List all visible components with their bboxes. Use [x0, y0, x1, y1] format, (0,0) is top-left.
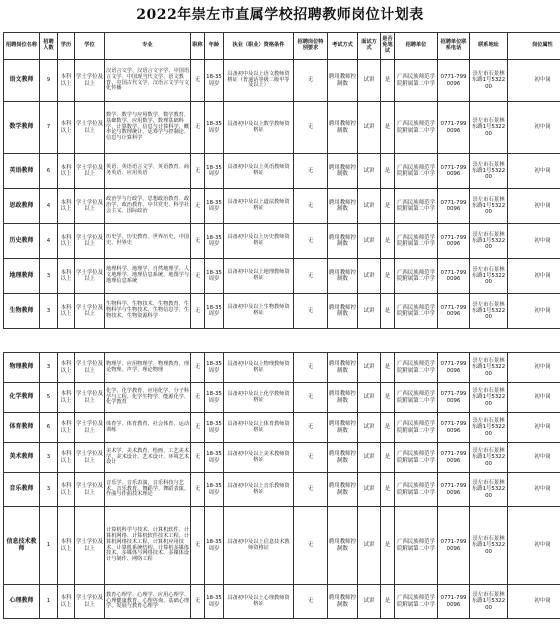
post-name-cell: 数学教师	[4, 102, 40, 154]
title-cell: 无	[191, 259, 205, 294]
education-cell: 本科以上	[58, 154, 75, 189]
post-type-cell: 初中岗	[508, 507, 560, 585]
certificate-cell: 具备初中及以上语文教师资格证（普通话等级二级甲等及以上）	[224, 60, 294, 102]
degree-cell: 学士学位及以上	[75, 189, 105, 224]
headcount-cell: 1	[40, 507, 58, 585]
interview-method-cell: 试讲	[358, 60, 381, 102]
table-body-bottom	[4, 353, 560, 619]
degree-cell: 学士学位及以上	[75, 353, 105, 383]
employer-cell: 广西民族师范学院附属第二中学	[395, 383, 438, 413]
address-cell: 崇左市石景林东路1号532200	[470, 259, 508, 294]
phone-cell: 0771-7990096	[438, 224, 470, 259]
degree-cell: 学士学位及以上	[75, 473, 105, 507]
title-cell: 无	[191, 585, 205, 619]
major-cell: 美术学、美术教育、绘画、工艺美术学、美术设计、艺术设计、环境艺术设计	[105, 443, 191, 473]
exam-method-cell: 聘用教师控制数	[328, 383, 358, 413]
education-cell: 本科以上	[58, 585, 75, 619]
certificate-cell: 具备初中及以上化学教师资格证	[224, 383, 294, 413]
employer-cell: 广西民族师范学院附属第二中学	[395, 259, 438, 294]
major-cell: 计算机科学与技术、计算机软件、计算机网络、计算机软件技术工程、计算机网络技术工程、计算机应用技术、计算机系统结构、计算机多媒体技术、多媒体与网络技术、多媒体设计与制作、网络工程	[105, 507, 191, 585]
certificate-cell: 具备初中及以上地理教师资格证	[224, 259, 294, 294]
age-cell: 18-35周岁	[205, 189, 224, 224]
age-cell: 18-35周岁	[205, 154, 224, 189]
exam-method-cell: 聘用教师控制数	[328, 507, 358, 585]
post-type-cell: 初中岗	[508, 383, 560, 413]
written-exam-exempt-cell: 是	[381, 224, 395, 259]
table-row	[4, 294, 560, 329]
employer-cell: 广西民族师范学院附属第二中学	[395, 224, 438, 259]
address-cell: 崇左市石景林东路1号532200	[470, 473, 508, 507]
column-header: 招聘人数	[40, 33, 58, 60]
written-exam-exempt-cell: 是	[381, 413, 395, 443]
recruitment-table-top	[3, 32, 560, 329]
major-cell: 物理学、应用物理学、物理教育、理论物理、声学、理论物理	[105, 353, 191, 383]
employer-cell: 广西民族师范学院附属第二中学	[395, 102, 438, 154]
headcount-cell: 3	[40, 443, 58, 473]
post-name-cell: 生物教师	[4, 294, 40, 329]
special-requirement-cell: 无	[294, 154, 328, 189]
written-exam-exempt-cell: 是	[381, 259, 395, 294]
special-requirement-cell: 无	[294, 294, 328, 329]
exam-method-cell: 聘用教师控制数	[328, 353, 358, 383]
employer-cell: 广西民族师范学院附属第二中学	[395, 60, 438, 102]
major-cell: 体育学、体育教育、社会体育、运动训练	[105, 413, 191, 443]
written-exam-exempt-cell: 是	[381, 294, 395, 329]
title-cell: 无	[191, 507, 205, 585]
special-requirement-cell: 无	[294, 413, 328, 443]
headcount-cell: 9	[40, 60, 58, 102]
employer-cell: 广西民族师范学院附属第二中学	[395, 353, 438, 383]
age-cell: 18-35周岁	[205, 473, 224, 507]
interview-method-cell: 试讲	[358, 443, 381, 473]
interview-method-cell: 试讲	[358, 585, 381, 619]
post-type-cell: 初中岗	[508, 353, 560, 383]
post-type-cell: 初中岗	[508, 189, 560, 224]
column-header: 专业	[105, 33, 191, 60]
exam-method-cell: 聘用教师控制数	[328, 259, 358, 294]
exam-method-cell: 聘用教师控制数	[328, 294, 358, 329]
certificate-cell: 具备初中及以上音乐教师资格证	[224, 473, 294, 507]
special-requirement-cell: 无	[294, 102, 328, 154]
education-cell: 本科以上	[58, 443, 75, 473]
interview-method-cell: 试讲	[358, 473, 381, 507]
degree-cell: 学士学位及以上	[75, 383, 105, 413]
column-header: 是否免笔试	[381, 33, 395, 60]
certificate-cell: 具备初中及以上心理教师资格证	[224, 585, 294, 619]
interview-method-cell: 试讲	[358, 507, 381, 585]
address-cell: 崇左市石景林东路1号532200	[470, 443, 508, 473]
column-header: 面试方式	[358, 33, 381, 60]
special-requirement-cell: 无	[294, 60, 328, 102]
table-row	[4, 383, 560, 413]
post-name-cell: 美术教师	[4, 443, 40, 473]
major-cell: 音乐学、音乐表演、音乐科技与艺术、音乐教育、舞蹈学、舞蹈表演、作曲与作曲技术理论	[105, 473, 191, 507]
phone-cell: 0771-7990096	[438, 413, 470, 443]
written-exam-exempt-cell: 是	[381, 383, 395, 413]
table-header-row	[4, 33, 560, 60]
post-type-cell: 初中岗	[508, 60, 560, 102]
degree-cell: 学士学位及以上	[75, 294, 105, 329]
degree-cell: 学士学位及以上	[75, 154, 105, 189]
title-cell: 无	[191, 102, 205, 154]
recruitment-table-bottom	[3, 352, 560, 619]
table-row	[4, 443, 560, 473]
post-name-cell: 地理教师	[4, 259, 40, 294]
interview-method-cell: 试讲	[358, 413, 381, 443]
headcount-cell: 4	[40, 224, 58, 259]
exam-method-cell: 聘用教师控制数	[328, 585, 358, 619]
certificate-cell: 具备初中及以上体育教师资格证	[224, 413, 294, 443]
post-type-cell: 初中岗	[508, 443, 560, 473]
table-row	[4, 413, 560, 443]
interview-method-cell: 试讲	[358, 102, 381, 154]
title-cell: 无	[191, 154, 205, 189]
age-cell: 18-35周岁	[205, 60, 224, 102]
interview-method-cell: 试讲	[358, 259, 381, 294]
age-cell: 18-35周岁	[205, 102, 224, 154]
interview-method-cell: 试讲	[358, 353, 381, 383]
post-type-cell: 初中岗	[508, 102, 560, 154]
exam-method-cell: 聘用教师控制数	[328, 413, 358, 443]
post-name-cell: 思政教师	[4, 189, 40, 224]
post-type-cell: 初中岗	[508, 473, 560, 507]
interview-method-cell: 试讲	[358, 189, 381, 224]
post-name-cell: 历史教师	[4, 224, 40, 259]
page-bottom-edge	[0, 632, 560, 640]
exam-method-cell: 聘用教师控制数	[328, 102, 358, 154]
column-header: 招聘岗位名称	[4, 33, 40, 60]
degree-cell: 学士学位及以上	[75, 224, 105, 259]
special-requirement-cell: 无	[294, 383, 328, 413]
education-cell: 本科以上	[58, 224, 75, 259]
major-cell: 汉语言文学、汉语言文字学、中国语言文学、中国现当代文学、语文教育、中国古代文学、汉语言文学与文化传播	[105, 60, 191, 102]
post-type-cell: 初中岗	[508, 294, 560, 329]
exam-method-cell: 聘用教师控制数	[328, 443, 358, 473]
major-cell: 数学、数学与应用数学、数学教育、基础数学、应用数学、数理基础科学、计算数学、信息与计算科学、概率论与数理统计、运筹学与控制论、信息与计算科学	[105, 102, 191, 154]
title-cell: 无	[191, 189, 205, 224]
certificate-cell: 具备初中及以上生物教师资格证	[224, 294, 294, 329]
special-requirement-cell: 无	[294, 353, 328, 383]
age-cell: 18-35周岁	[205, 259, 224, 294]
column-header: 学历	[58, 33, 75, 60]
post-name-cell: 信息技术教师	[4, 507, 40, 585]
degree-cell: 学士学位及以上	[75, 259, 105, 294]
employer-cell: 广西民族师范学院附属第二中学	[395, 154, 438, 189]
written-exam-exempt-cell: 是	[381, 102, 395, 154]
headcount-cell: 3	[40, 294, 58, 329]
column-header: 考试方式	[328, 33, 358, 60]
phone-cell: 0771-7990096	[438, 259, 470, 294]
employer-cell: 广西民族师范学院附属第二中学	[395, 443, 438, 473]
post-type-cell: 初中岗	[508, 224, 560, 259]
employer-cell: 广西民族师范学院附属第二中学	[395, 189, 438, 224]
headcount-cell: 5	[40, 383, 58, 413]
address-cell: 崇左市石景林东路1号532200	[470, 353, 508, 383]
age-cell: 18-35周岁	[205, 413, 224, 443]
phone-cell: 0771-7990096	[438, 507, 470, 585]
title-cell: 无	[191, 224, 205, 259]
table-row	[4, 189, 560, 224]
headcount-cell: 7	[40, 102, 58, 154]
address-cell: 崇左市石景林东路1号532200	[470, 60, 508, 102]
title-cell: 无	[191, 443, 205, 473]
interview-method-cell: 试讲	[358, 154, 381, 189]
title-cell: 无	[191, 353, 205, 383]
employer-cell: 广西民族师范学院附属第二中学	[395, 413, 438, 443]
degree-cell: 学士学位及以上	[75, 413, 105, 443]
headcount-cell: 1	[40, 585, 58, 619]
post-type-cell: 初中岗	[508, 585, 560, 619]
certificate-cell: 具备初中及以上信息技术教师资格证	[224, 507, 294, 585]
title-cell: 无	[191, 383, 205, 413]
education-cell: 本科以上	[58, 189, 75, 224]
age-cell: 18-35周岁	[205, 294, 224, 329]
column-header: 执业（职业）资格条件	[224, 33, 294, 60]
certificate-cell: 具备初中及以上道法教师资格证	[224, 189, 294, 224]
special-requirement-cell: 无	[294, 224, 328, 259]
degree-cell: 学士学位及以上	[75, 102, 105, 154]
headcount-cell: 6	[40, 413, 58, 443]
address-cell: 崇左市石景林东路1号532200	[470, 224, 508, 259]
written-exam-exempt-cell: 是	[381, 189, 395, 224]
written-exam-exempt-cell: 是	[381, 473, 395, 507]
degree-cell: 学士学位及以上	[75, 507, 105, 585]
phone-cell: 0771-7990096	[438, 154, 470, 189]
education-cell: 本科以上	[58, 413, 75, 443]
age-cell: 18-35周岁	[205, 224, 224, 259]
phone-cell: 0771-7990096	[438, 473, 470, 507]
phone-cell: 0771-7990096	[438, 585, 470, 619]
written-exam-exempt-cell: 是	[381, 585, 395, 619]
major-cell: 英语、英语语言文学、英语教育、商务英语、应用英语	[105, 154, 191, 189]
address-cell: 崇左市石景林东路1号532200	[470, 413, 508, 443]
education-cell: 本科以上	[58, 507, 75, 585]
certificate-cell: 具备初中及以上历史教师资格证	[224, 224, 294, 259]
certificate-cell: 具备初中及以上物理教师资格证	[224, 353, 294, 383]
education-cell: 本科以上	[58, 353, 75, 383]
special-requirement-cell: 无	[294, 189, 328, 224]
column-header: 年龄	[205, 33, 224, 60]
title-cell: 无	[191, 473, 205, 507]
interview-method-cell: 试讲	[358, 224, 381, 259]
degree-cell: 学士学位及以上	[75, 60, 105, 102]
column-header: 招聘单位	[395, 33, 438, 60]
major-cell: 历史学、历史教育、世界历史、中国史、世界史	[105, 224, 191, 259]
major-cell: 地理科学、地理学、自然地理学、人文地理学、地理信息系统、地图学与地理信息系统	[105, 259, 191, 294]
education-cell: 本科以上	[58, 259, 75, 294]
education-cell: 本科以上	[58, 60, 75, 102]
title-cell: 无	[191, 60, 205, 102]
written-exam-exempt-cell: 是	[381, 443, 395, 473]
column-header: 招聘岗位特别要求	[294, 33, 328, 60]
exam-method-cell: 聘用教师控制数	[328, 224, 358, 259]
address-cell: 崇左市石景林东路1号532200	[470, 102, 508, 154]
interview-method-cell: 试讲	[358, 294, 381, 329]
major-cell: 政治学与行政学、思想政治教育、政治学、政治教育、中共党史、科学社会主义、国际政治	[105, 189, 191, 224]
major-cell: 生物科学、生物技术、生物教育、生物科学与生物技术、生物信息学、生物技术、生物资源科学	[105, 294, 191, 329]
address-cell: 崇左市石景林东路1号532200	[470, 154, 508, 189]
phone-cell: 0771-7990096	[438, 102, 470, 154]
table-row	[4, 585, 560, 619]
written-exam-exempt-cell: 是	[381, 154, 395, 189]
post-name-cell: 语文教师	[4, 60, 40, 102]
headcount-cell: 3	[40, 259, 58, 294]
column-header: 招聘单位联系电话	[438, 33, 470, 60]
employer-cell: 广西民族师范学院附属第二中学	[395, 473, 438, 507]
table-row	[4, 473, 560, 507]
degree-cell: 学士学位及以上	[75, 443, 105, 473]
age-cell: 18-35周岁	[205, 443, 224, 473]
major-cell: 教育心理学、心理学、应用心理学、心理健康教育、心理咨询、基础心理学、发展与教育心理学	[105, 585, 191, 619]
column-header: 职称	[191, 33, 205, 60]
post-name-cell: 物理教师	[4, 353, 40, 383]
table-row	[4, 353, 560, 383]
table-row	[4, 259, 560, 294]
table-row	[4, 224, 560, 259]
post-name-cell: 心理教师	[4, 585, 40, 619]
title-cell: 无	[191, 413, 205, 443]
interview-method-cell: 试讲	[358, 383, 381, 413]
employer-cell: 广西民族师范学院附属第二中学	[395, 585, 438, 619]
title-cell: 无	[191, 294, 205, 329]
table-row	[4, 60, 560, 102]
phone-cell: 0771-7990096	[438, 189, 470, 224]
address-cell: 崇左市石景林东路1号532200	[470, 294, 508, 329]
headcount-cell: 4	[40, 189, 58, 224]
post-name-cell: 体育教师	[4, 413, 40, 443]
special-requirement-cell: 无	[294, 473, 328, 507]
special-requirement-cell: 无	[294, 585, 328, 619]
address-cell: 崇左市石景林东路1号532200	[470, 507, 508, 585]
post-name-cell: 化学教师	[4, 383, 40, 413]
table-row	[4, 507, 560, 585]
special-requirement-cell: 无	[294, 259, 328, 294]
phone-cell: 0771-7990096	[438, 353, 470, 383]
post-type-cell: 初中岗	[508, 259, 560, 294]
age-cell: 18-35周岁	[205, 353, 224, 383]
phone-cell: 0771-7990096	[438, 60, 470, 102]
education-cell: 本科以上	[58, 473, 75, 507]
special-requirement-cell: 无	[294, 443, 328, 473]
phone-cell: 0771-7990096	[438, 294, 470, 329]
post-name-cell: 音乐教师	[4, 473, 40, 507]
employer-cell: 广西民族师范学院附属第二中学	[395, 294, 438, 329]
special-requirement-cell: 无	[294, 507, 328, 585]
written-exam-exempt-cell: 是	[381, 353, 395, 383]
table-row	[4, 154, 560, 189]
written-exam-exempt-cell: 是	[381, 60, 395, 102]
column-header: 联系地址	[470, 33, 508, 60]
employer-cell: 广西民族师范学院附属第二中学	[395, 507, 438, 585]
headcount-cell: 3	[40, 353, 58, 383]
age-cell: 18-35周岁	[205, 383, 224, 413]
table-row	[4, 102, 560, 154]
certificate-cell: 具备初中及以上数学教师资格证	[224, 102, 294, 154]
exam-method-cell: 聘用教师控制数	[328, 60, 358, 102]
education-cell: 本科以上	[58, 102, 75, 154]
post-name-cell: 英语教师	[4, 154, 40, 189]
degree-cell: 学士学位及以上	[75, 585, 105, 619]
education-cell: 本科以上	[58, 294, 75, 329]
education-cell: 本科以上	[58, 383, 75, 413]
phone-cell: 0771-7990096	[438, 443, 470, 473]
certificate-cell: 具备初中及以上英语教师资格证	[224, 154, 294, 189]
headcount-cell: 6	[40, 154, 58, 189]
certificate-cell: 具备初中及以上美术教师资格证	[224, 443, 294, 473]
address-cell: 崇左市石景林东路1号532200	[470, 383, 508, 413]
page-title: 2022年崇左市直属学校招聘教师岗位计划表	[136, 7, 424, 23]
post-type-cell: 初中岗	[508, 154, 560, 189]
column-header: 学位	[75, 33, 105, 60]
post-type-cell: 初中岗	[508, 413, 560, 443]
exam-method-cell: 聘用教师控制数	[328, 473, 358, 507]
address-cell: 崇左市石景林东路1号532200	[470, 585, 508, 619]
written-exam-exempt-cell: 是	[381, 507, 395, 585]
phone-cell: 0771-7990096	[438, 383, 470, 413]
address-cell: 崇左市石景林东路1号532200	[470, 189, 508, 224]
major-cell: 化学、化学教育、应用化学、分子科学与工程、化学生物学、能源化学、化学教育	[105, 383, 191, 413]
column-header: 岗位属性	[508, 33, 560, 60]
age-cell: 18-35周岁	[205, 507, 224, 585]
exam-method-cell: 聘用教师控制数	[328, 189, 358, 224]
exam-method-cell: 聘用教师控制数	[328, 154, 358, 189]
table-body-top	[4, 60, 560, 329]
age-cell: 18-35周岁	[205, 585, 224, 619]
headcount-cell: 3	[40, 473, 58, 507]
